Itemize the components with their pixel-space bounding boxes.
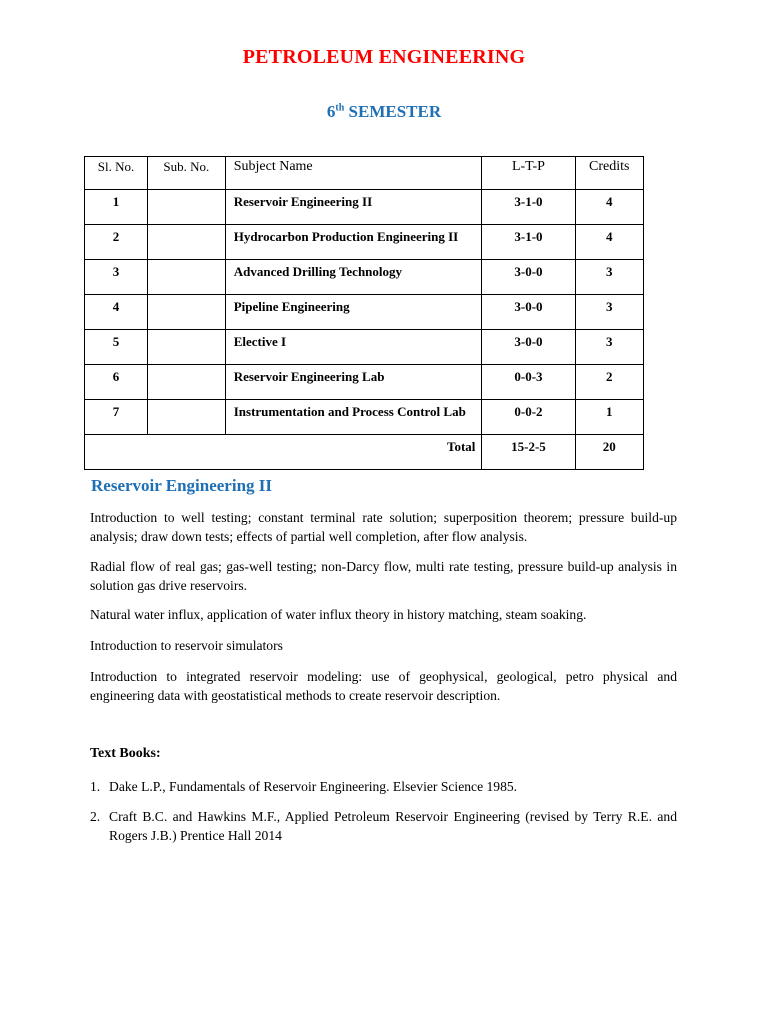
textbooks-heading: Text Books: (90, 746, 161, 761)
header-sub-no: Sub. No. (148, 157, 226, 190)
table-total-row (85, 435, 644, 470)
cell-credits: 4 (575, 225, 644, 260)
cell-sub-no (148, 365, 226, 400)
cell-sl-no: 2 (85, 225, 148, 260)
cell-ltp: 3-1-0 (482, 190, 575, 225)
cell-sl-no: 3 (85, 260, 148, 295)
list-item (90, 807, 677, 845)
page-title: PETROLEUM ENGINEERING (242, 46, 526, 68)
header-subject-name: Subject Name (225, 157, 482, 190)
cell-subject-name: Instrumentation and Process Control Lab (225, 400, 482, 435)
cell-sub-no (148, 295, 226, 330)
cell-credits: 3 (575, 260, 644, 295)
table-row (85, 295, 644, 330)
cell-sub-no (148, 330, 226, 365)
cell-sl-no: 7 (85, 400, 148, 435)
total-credits: 20 (575, 435, 644, 470)
table-row (85, 225, 644, 260)
cell-sub-no (148, 260, 226, 295)
total-ltp: 15-2-5 (482, 435, 575, 470)
course-table (84, 156, 644, 470)
table-row (85, 260, 644, 295)
cell-subject-name: Reservoir Engineering Lab (225, 365, 482, 400)
cell-ltp: 0-0-2 (482, 400, 575, 435)
cell-sl-no: 6 (85, 365, 148, 400)
cell-ltp: 3-0-0 (482, 295, 575, 330)
header-sl-no: Sl. No. (85, 157, 148, 190)
cell-sub-no (148, 190, 226, 225)
table-row (85, 330, 644, 365)
cell-sl-no: 5 (85, 330, 148, 365)
table-header-row (85, 157, 644, 190)
total-label: Total (85, 435, 482, 470)
list-item (90, 777, 677, 796)
cell-sl-no: 4 (85, 295, 148, 330)
cell-subject-name: Advanced Drilling Technology (225, 260, 482, 295)
semester-label: SEMESTER (348, 102, 442, 121)
textbook-entry: Dake L.P., Fundamentals of Reservoir Engineering. Elsevier Science 1985. (109, 779, 518, 794)
paragraph: Introduction to integrated reservoir modeling: use of geophysical, geological, petro physical and engineering data with geostatistical methods to create reservoir description. (90, 669, 677, 703)
cell-subject-name: Reservoir Engineering II (225, 190, 482, 225)
table-row (85, 400, 644, 435)
cell-ltp: 3-0-0 (482, 330, 575, 365)
header-credits: Credits (575, 157, 644, 190)
cell-ltp: 3-1-0 (482, 225, 575, 260)
cell-ltp: 0-0-3 (482, 365, 575, 400)
cell-credits: 4 (575, 190, 644, 225)
paragraph: Radial flow of real gas; gas-well testing; non-Darcy flow, multi rate testing, pressure build-up analysis in solution gas drive reservoirs. (90, 559, 677, 593)
semester-number: 6 (326, 102, 336, 121)
textbook-entry: Craft B.C. and Hawkins M.F., Applied Petroleum Reservoir Engineering (revised by Terry R.E. and Rogers J.B.) Prentice Hall 2014 (109, 809, 677, 843)
cell-credits: 3 (575, 330, 644, 365)
cell-sub-no (148, 400, 226, 435)
table-row (85, 365, 644, 400)
cell-credits: 3 (575, 295, 644, 330)
cell-subject-name: Pipeline Engineering (225, 295, 482, 330)
cell-subject-name: Elective I (225, 330, 482, 365)
semester-suffix: th (335, 102, 345, 114)
paragraph: Natural water influx, application of water influx theory in history matching, steam soaking. (90, 607, 587, 622)
table-row (85, 190, 644, 225)
header-ltp: L-T-P (482, 157, 575, 190)
section-heading: Reservoir Engineering II (91, 476, 273, 495)
paragraph: Introduction to well testing; constant terminal rate solution; superposition theorem; pressure build-up analysis; draw down tests; effects of partial well completion, after flow analysis. (90, 510, 677, 544)
list-number: 2. (90, 809, 101, 824)
semester-title (0, 102, 768, 122)
list-number: 1. (90, 779, 101, 794)
cell-sub-no (148, 225, 226, 260)
cell-ltp: 3-0-0 (482, 260, 575, 295)
cell-credits: 2 (575, 365, 644, 400)
paragraph: Introduction to reservoir simulators (90, 638, 283, 653)
cell-sl-no: 1 (85, 190, 148, 225)
cell-subject-name: Hydrocarbon Production Engineering II (225, 225, 482, 260)
cell-credits: 1 (575, 400, 644, 435)
